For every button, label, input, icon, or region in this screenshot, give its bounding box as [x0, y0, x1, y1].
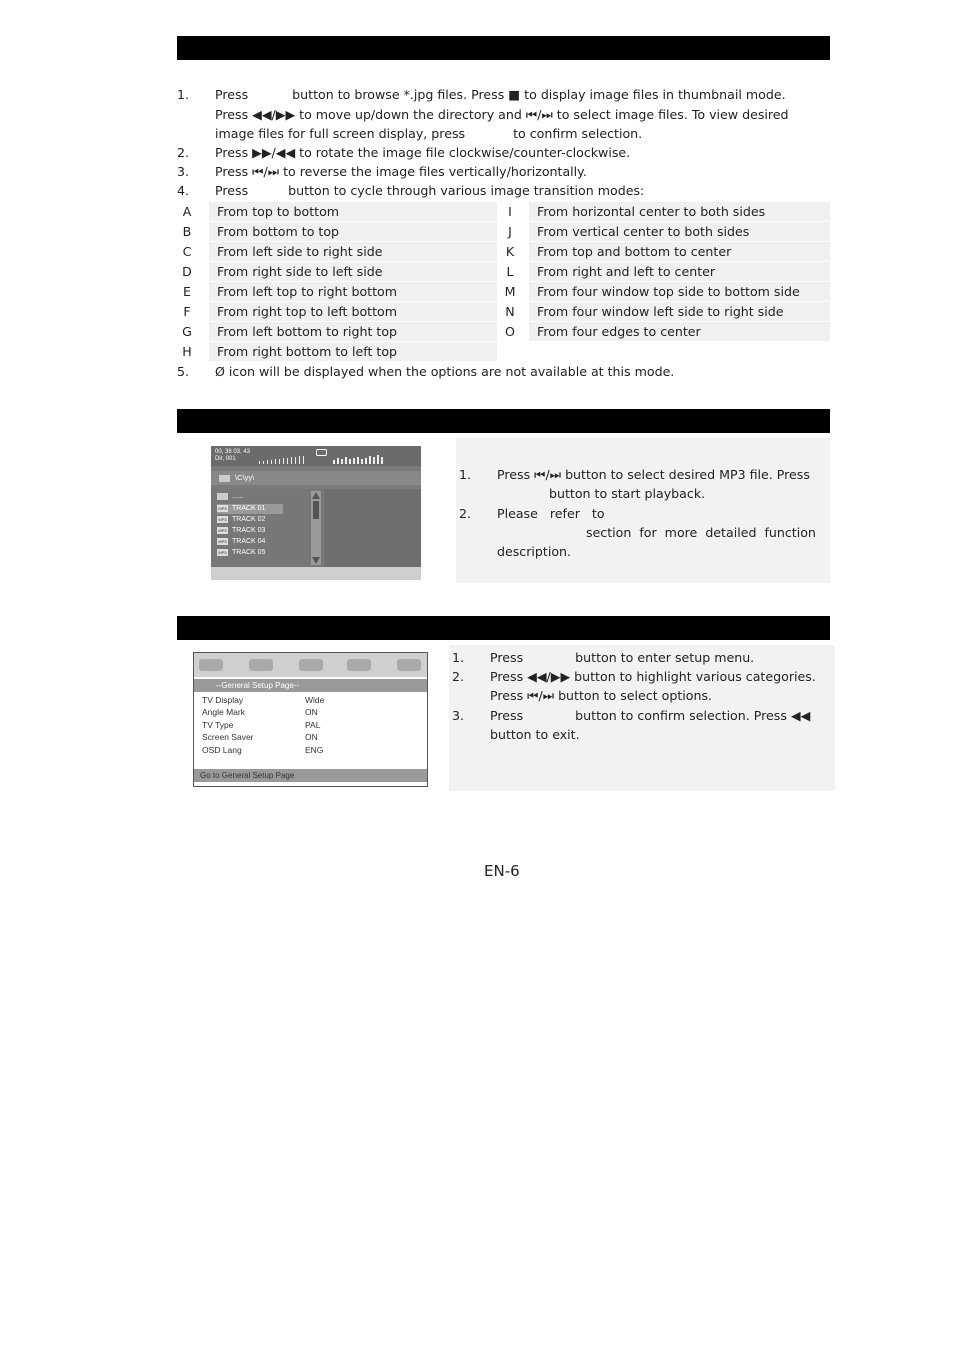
mode-description: From left top to right bottom [209, 282, 497, 301]
setup-page-header: --General Setup Page-- [194, 679, 427, 692]
step-text: Press ◀◀/▶▶ button to highlight various categories. [490, 669, 816, 684]
mode-description: From right and left to center [529, 262, 830, 281]
audio-setup-icon [249, 659, 273, 671]
current-path [211, 471, 421, 485]
mode-description: From four window left side to right side [529, 302, 830, 321]
directory-number: Dir, 001 [215, 456, 236, 462]
general-setup-icon [199, 659, 223, 671]
mode-letter: B [182, 224, 192, 239]
step-number: 2. [459, 506, 472, 521]
mode-letter: D [182, 264, 192, 279]
mp3-file-icon: MP3 [218, 549, 227, 555]
step-number: 1. [177, 87, 190, 102]
mode-letter: L [506, 264, 514, 279]
mode-letter: C [182, 244, 192, 259]
list-item: MP3 TRACK 04 [218, 538, 266, 545]
mode-description: From four window top side to bottom side [529, 282, 830, 301]
mode-letter: K [505, 244, 515, 259]
step-number: 3. [452, 708, 465, 723]
playback-time: 00, 38 03, 43 [215, 449, 251, 455]
step-text: section for more detailed function [586, 525, 816, 540]
step-text: Press button to enter setup menu. [490, 650, 755, 665]
step-text: Press ⏮/⏭ button to select desired MP3 file. Press [497, 467, 810, 482]
mode-letter: J [508, 224, 512, 239]
step-number: 3. [177, 164, 190, 179]
mode-description: From right top to left bottom [209, 302, 497, 321]
mode-description: From left bottom to right top [209, 322, 497, 341]
section-header-bar-1 [177, 36, 830, 60]
path-text: \C\yy\ [235, 473, 255, 482]
step-number: 5. [177, 364, 190, 379]
step-text: Press ⏮/⏭ button to select options. [490, 688, 713, 703]
scrollbar [311, 491, 321, 565]
mode-letter: F [183, 304, 191, 319]
mp3-instructions-panel [456, 438, 830, 583]
mp3-file-icon: MP3 [218, 505, 227, 511]
setup-row: OSD Lang ENG [202, 745, 324, 755]
step-text: Please refer to [497, 506, 605, 521]
level-meter-icon [259, 454, 389, 464]
list-item: MP3 TRACK 03 [218, 527, 266, 534]
mode-description: From right side to left side [209, 262, 497, 281]
step-number: 2. [177, 145, 190, 160]
step-number: 4. [177, 183, 190, 198]
setup-row: TV Type PAL [202, 720, 321, 730]
mode-letter: A [182, 204, 192, 219]
setup-category-icons [194, 653, 427, 677]
mp3-file-icon: MP3 [218, 538, 227, 544]
lock-icon [299, 659, 323, 671]
list-item: ...... [217, 492, 244, 502]
mode-description: From top to bottom [209, 202, 497, 221]
mp3-status-bar [211, 446, 421, 466]
section-header-bar-3 [177, 616, 830, 640]
folder-icon [219, 475, 230, 482]
exit-icon [397, 659, 421, 671]
step-number: 1. [452, 650, 465, 665]
setup-instructions-panel [449, 645, 835, 791]
setup-menu-screenshot [193, 652, 428, 787]
step-text: Press ▶▶/◀◀ to rotate the image file clockwise/counter-clockwise. [215, 145, 631, 160]
mp3-file-icon: MP3 [218, 527, 227, 533]
setup-row: Angle Mark ON [202, 707, 318, 717]
step-text: Press ◀◀/▶▶ to move up/down the directory and ⏮/⏭ to select image files. To view desired [215, 107, 789, 122]
step-text: Press button to cycle through various image transition modes: [215, 183, 645, 198]
mode-letter: H [182, 344, 192, 359]
mode-letter: E [183, 284, 191, 299]
setup-footer: Go to General Setup Page [194, 769, 427, 782]
folder-icon [217, 493, 228, 500]
step-number: 1. [459, 467, 472, 482]
mode-description: From bottom to top [209, 222, 497, 241]
step-text: description. [497, 544, 572, 559]
file-list [211, 489, 323, 567]
mode-description: From vertical center to both sides [529, 222, 830, 241]
video-setup-icon [347, 659, 371, 671]
section-header-bar-2 [177, 409, 830, 433]
page-number: EN-6 [484, 862, 520, 880]
step-text: Press button to confirm selection. Press ◀◀ [490, 708, 811, 723]
mode-letter: M [504, 284, 516, 299]
mode-letter: G [182, 324, 192, 339]
mode-description: From four edges to center [529, 322, 830, 341]
preview-pane [324, 489, 421, 567]
step-text: button to exit. [490, 727, 580, 742]
mp3-footer [211, 567, 421, 580]
list-item: MP3 TRACK 05 [218, 549, 266, 556]
list-item: MP3 TRACK 02 [218, 516, 266, 523]
mode-description: From horizontal center to both sides [529, 202, 830, 221]
mode-letter: N [505, 304, 515, 319]
mode-description: From right bottom to left top [209, 342, 497, 361]
mp3-file-icon: MP3 [218, 516, 227, 522]
step-text: Ø icon will be displayed when the options are not available at this mode. [215, 364, 675, 379]
mode-letter: O [505, 324, 515, 339]
setup-row: Screen Saver ON [202, 732, 318, 742]
mode-letter: I [508, 204, 512, 219]
setup-row: TV Display Wide [202, 695, 325, 705]
step-text: Press button to browse *.jpg files. Press ■ to display image files in thumbnail mode. [215, 87, 786, 102]
mode-description: From top and bottom to center [529, 242, 830, 261]
step-number: 2. [452, 669, 465, 684]
list-item: MP3 TRACK 01 [217, 504, 283, 514]
step-text: image files for full screen display, press to confirm selection. [215, 126, 643, 141]
step-text: Press ⏮/⏭ to reverse the image files vertically/horizontally. [215, 164, 587, 179]
step-text: button to start playback. [549, 486, 706, 501]
mode-description: From left side to right side [209, 242, 497, 261]
scrollbar-arrows-icon [311, 491, 321, 565]
mp3-browser-screenshot [211, 446, 421, 580]
